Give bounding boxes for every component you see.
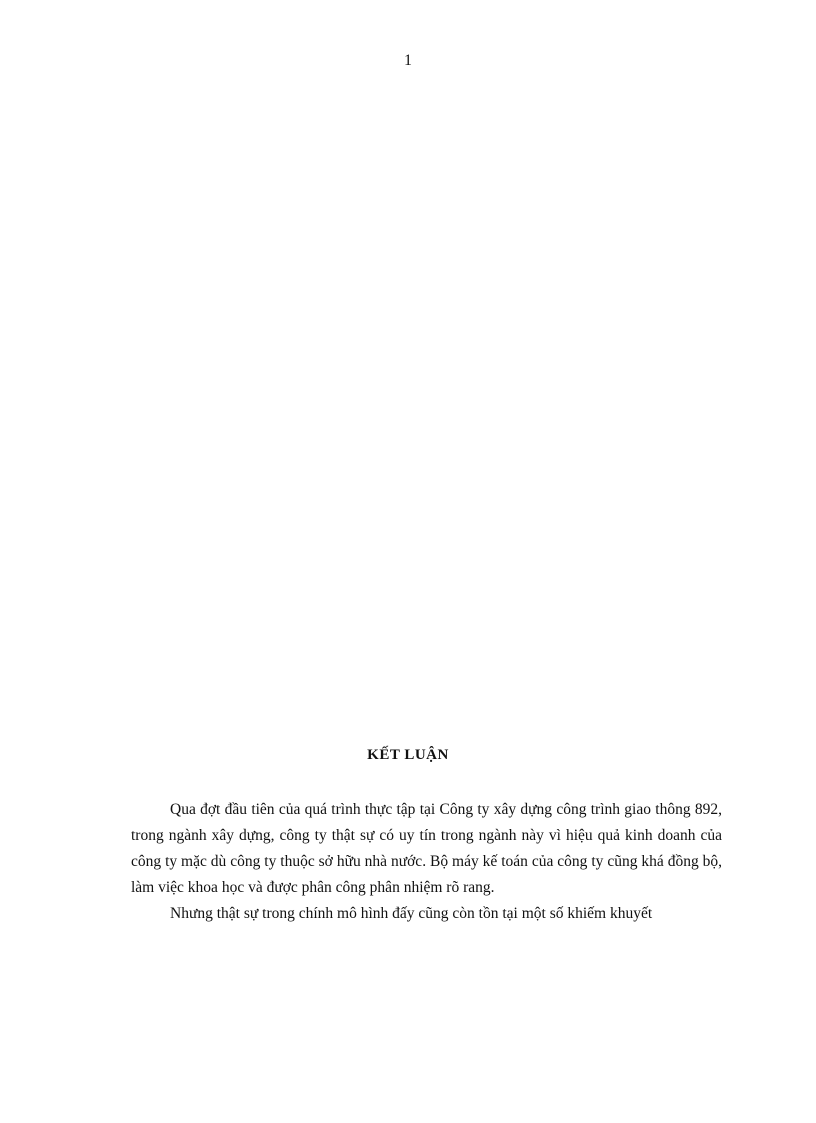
body-text xyxy=(131,797,722,927)
paragraph-2: Nhưng thật sự trong chính mô hình đấy cũng còn tồn tại một số khiếm khuyết xyxy=(170,905,653,922)
page-number: 1 xyxy=(404,52,412,69)
paragraph-1: Qua đợt đầu tiên của quá trình thực tập tại Công ty xây dựng công trình giao thông 892, trong ngành xây dựng, công ty thật sự có uy tín trong ngành này vì hiệu quả kinh doanh của công ty mặc dù công ty thuộc sở hữu nhà nước. Bộ máy kế toán của công ty cũng khá đồng bộ, làm việc khoa học và được phân công phân nhiệm rõ rang. xyxy=(131,801,722,896)
section-heading: KẾT LUẬN xyxy=(367,747,449,763)
